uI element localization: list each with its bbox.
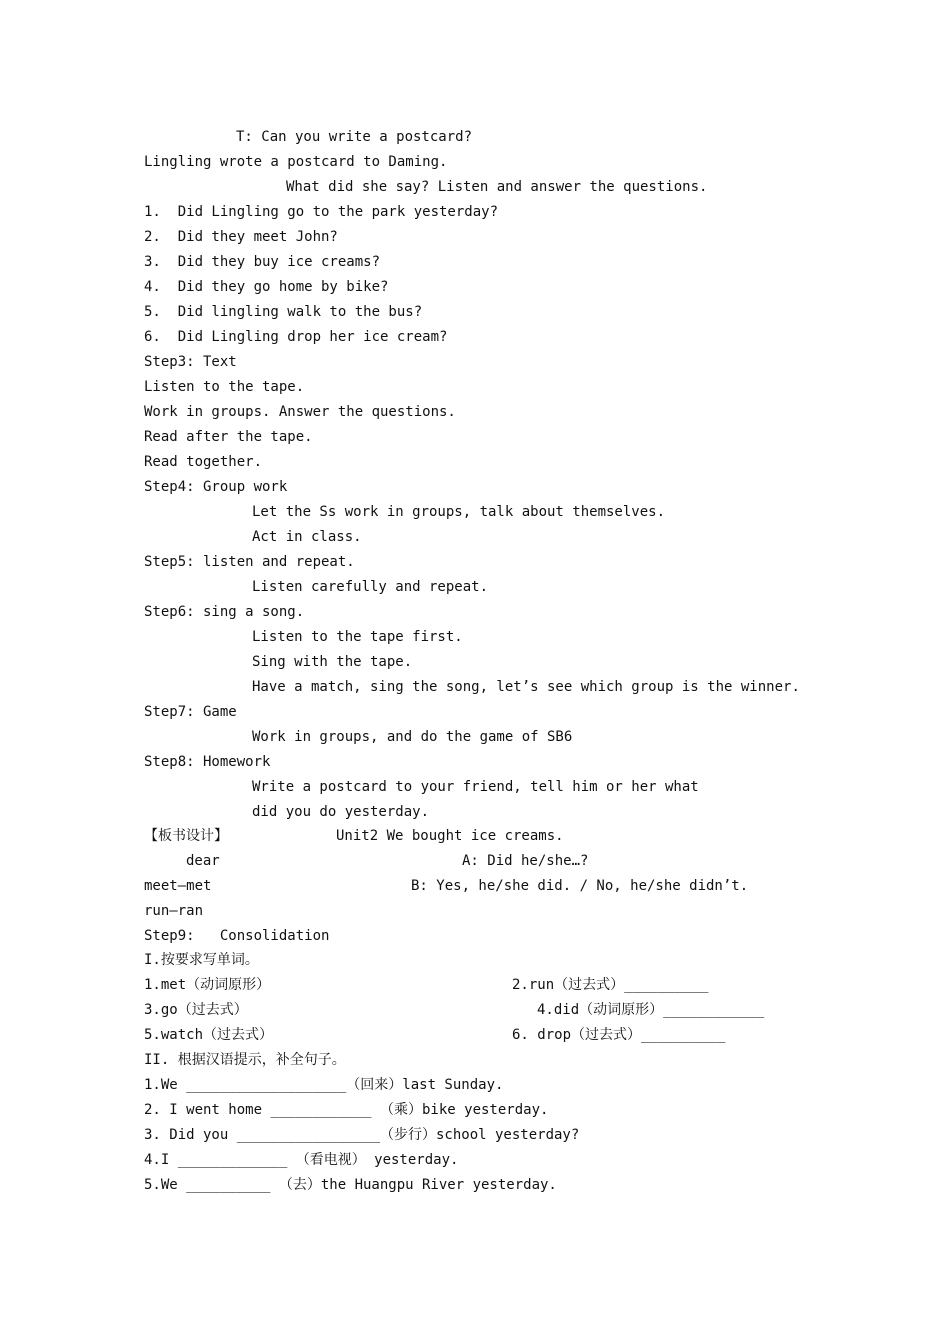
step7-heading: Step7: Game xyxy=(144,704,237,720)
step5-heading: Step5: listen and repeat. xyxy=(144,554,355,570)
board-word-dear: dear xyxy=(186,853,220,869)
part1-item: 1.met（动词原形） xyxy=(144,977,271,993)
step8-item: did you do yesterday. xyxy=(252,804,430,820)
step6-item: Sing with the tape. xyxy=(252,654,413,670)
step5-item: Listen carefully and repeat. xyxy=(252,579,489,595)
board-label: 【板书设计】 xyxy=(144,828,228,844)
part1-item: 5.watch（过去式） xyxy=(144,1027,274,1043)
question-item: 2. Did they meet John? xyxy=(144,229,338,245)
listen-prompt: What did she say? Listen and answer the questions. xyxy=(286,179,708,195)
board-word-meet: meet—met xyxy=(144,878,212,894)
part2-item: 3. Did you _________________（步行）school yesterday? xyxy=(144,1127,580,1143)
step6-heading: Step6: sing a song. xyxy=(144,604,305,620)
question-item: 1. Did Lingling go to the park yesterday? xyxy=(144,204,499,220)
intro-line: Lingling wrote a postcard to Daming. xyxy=(144,154,448,170)
step6-item: Have a match, sing the song, let’s see which group is the winner. xyxy=(252,679,800,695)
board-word-run: run—ran xyxy=(144,903,204,919)
part2-item: 4.I _____________ （看电视） yesterday. xyxy=(144,1152,459,1168)
step9-heading: Step9: Consolidation xyxy=(144,928,330,944)
step3-item: Read after the tape. xyxy=(144,429,313,445)
step3-item: Read together. xyxy=(144,454,263,470)
question-item: 6. Did Lingling drop her ice cream? xyxy=(144,329,448,345)
part1-heading: I.按要求写单词。 xyxy=(144,952,259,968)
teacher-question: T: Can you write a postcard? xyxy=(236,129,473,145)
step8-heading: Step8: Homework xyxy=(144,754,271,770)
part2-item: 1.We ___________________（回来）last Sunday. xyxy=(144,1077,504,1093)
part2-heading: II. 根据汉语提示，补全句子。 xyxy=(144,1052,346,1068)
part1-item: 3.go（过去式） xyxy=(144,1002,248,1018)
question-item: 4. Did they go home by bike? xyxy=(144,279,389,295)
step3-heading: Step3: Text xyxy=(144,354,237,370)
board-pattern-question: A: Did he/she…? xyxy=(462,853,589,869)
step7-item: Work in groups, and do the game of SB6 xyxy=(252,729,573,745)
question-item: 5. Did lingling walk to the bus? xyxy=(144,304,423,320)
step4-heading: Step4: Group work xyxy=(144,479,288,495)
step3-item: Work in groups. Answer the questions. xyxy=(144,404,456,420)
part1-item: 2.run（过去式）__________ xyxy=(512,977,709,993)
part2-item: 2. I went home ____________ （乘）bike yesterday. xyxy=(144,1102,549,1118)
step6-item: Listen to the tape first. xyxy=(252,629,463,645)
question-item: 3. Did they buy ice creams? xyxy=(144,254,381,270)
part2-item: 5.We __________ （去）the Huangpu River yesterday. xyxy=(144,1177,557,1193)
step8-item: Write a postcard to your friend, tell him or her what xyxy=(252,779,699,795)
board-pattern-answer: B: Yes, he/she did. / No, he/she didn’t. xyxy=(411,878,749,894)
board-title: Unit2 We bought ice creams. xyxy=(336,828,564,844)
step3-item: Listen to the tape. xyxy=(144,379,305,395)
part1-item: 4.did（动词原形）____________ xyxy=(537,1002,765,1018)
step4-item: Let the Ss work in groups, talk about themselves. xyxy=(252,504,666,520)
step4-item: Act in class. xyxy=(252,529,362,545)
part1-item: 6. drop（过去式）__________ xyxy=(512,1027,726,1043)
